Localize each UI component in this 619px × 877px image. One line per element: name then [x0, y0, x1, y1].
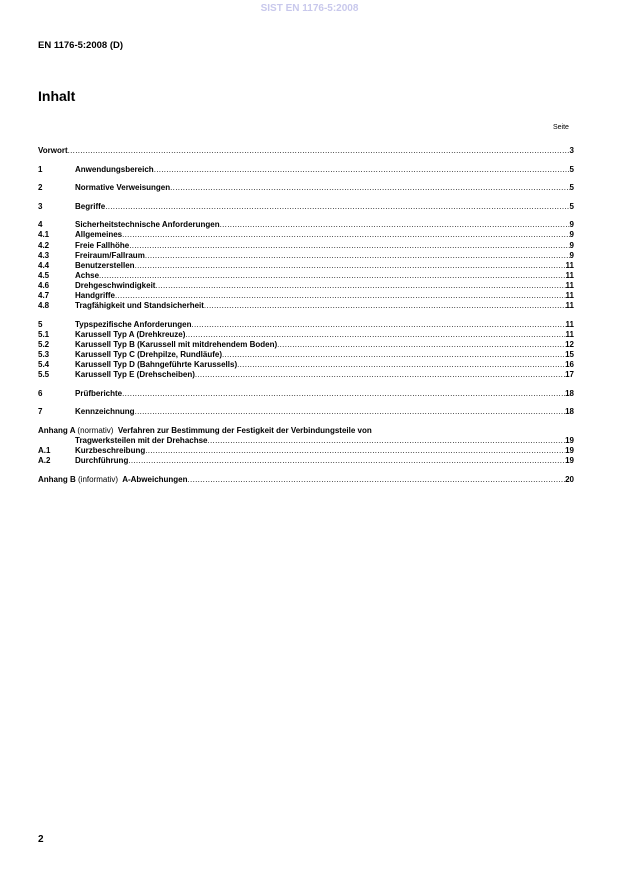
toc-title: Karussell Typ A (Drehkreuze) — [75, 329, 186, 339]
toc-page: 9 — [569, 230, 574, 240]
toc-number: 4.4 — [38, 260, 50, 270]
toc-entry[interactable] — [38, 360, 574, 370]
toc-title: Karussell Typ B (Karussell mit mitdrehendem Boden) — [75, 339, 278, 349]
toc-number: 5.1 — [38, 329, 50, 339]
leader-dots — [191, 320, 565, 330]
toc-page: 17 — [565, 370, 574, 380]
leader-dots — [135, 261, 566, 271]
toc-number: 5.3 — [38, 350, 50, 359]
toc-entry[interactable] — [38, 230, 574, 240]
toc-title: Handgriffe — [75, 291, 115, 301]
toc-title: Freiraum/Fallraum — [75, 250, 145, 260]
toc-entry[interactable] — [38, 389, 574, 399]
toc-number: 5.5 — [38, 370, 50, 380]
toc-title: Benutzerstellen — [75, 260, 135, 270]
toc-number: 3 — [38, 201, 43, 211]
leader-dots — [122, 389, 565, 399]
toc-number: 2 — [38, 183, 43, 193]
toc-entry[interactable] — [38, 241, 574, 251]
toc-title: Kennzeichnung — [75, 407, 135, 417]
toc-page: 11 — [565, 301, 574, 311]
toc-entry[interactable] — [38, 370, 574, 380]
toc-number: 4.5 — [38, 270, 50, 280]
toc-title: Karussell Typ D (Bahngeführte Karussells) — [75, 360, 238, 370]
leader-dots — [237, 360, 565, 370]
annex-title-cont: Tragwerksteilen mit der Drehachse — [75, 436, 208, 446]
toc-page: 9 — [569, 240, 574, 250]
toc-entry[interactable] — [38, 165, 574, 175]
page-number: 2 — [38, 834, 44, 845]
toc-number: 4.7 — [38, 291, 50, 301]
toc-entry[interactable] — [38, 350, 574, 360]
annex-title: A-Abweichungen — [122, 474, 188, 484]
toc-number: 6 — [38, 388, 43, 398]
toc-page: 15 — [565, 350, 574, 359]
toc-entry[interactable] — [38, 340, 574, 350]
annex-type: (informativ) — [78, 474, 119, 484]
leader-dots — [185, 330, 565, 340]
leader-dots — [208, 436, 566, 446]
leader-dots — [154, 165, 570, 175]
toc-page: 11 — [565, 291, 574, 301]
toc-page: 11 — [565, 260, 574, 270]
toc-number: 4.6 — [38, 280, 50, 290]
watermark: SIST EN 1176-5:2008 — [260, 3, 359, 14]
toc-title: Achse — [75, 270, 100, 280]
leader-dots — [68, 146, 570, 156]
toc-title: Drehgeschwindigkeit — [75, 280, 156, 290]
toc-page: 18 — [565, 407, 574, 417]
toc-number: 5.4 — [38, 360, 50, 370]
leader-dots — [220, 220, 570, 230]
toc-page: 16 — [565, 360, 574, 370]
document-id: EN 1176-5:2008 (D) — [38, 40, 124, 51]
leader-dots — [128, 456, 565, 466]
toc-number: 7 — [38, 407, 43, 417]
leader-dots — [145, 251, 570, 261]
toc-title: Prüfberichte — [75, 388, 123, 398]
leader-dots — [135, 407, 566, 417]
toc-page: 5 — [569, 183, 574, 193]
toc-entry-annex-b[interactable] — [38, 475, 574, 485]
page-column-label: Seite — [553, 124, 569, 131]
annex-label: Anhang B — [38, 474, 76, 484]
toc-entry[interactable] — [38, 220, 574, 230]
toc-title: Tragfähigkeit und Standsicherheit — [75, 301, 204, 311]
toc-title: Karussell Typ E (Drehscheiben) — [75, 370, 195, 380]
toc-title: Normative Verweisungen — [75, 183, 171, 193]
leader-dots — [115, 291, 566, 301]
toc-title: Durchführung — [75, 456, 129, 466]
toc-page: 11 — [565, 329, 574, 339]
toc-title: Typspezifische Anforderungen — [75, 319, 192, 329]
toc-entry-annex-a[interactable] — [38, 426, 574, 436]
toc-entry[interactable] — [38, 446, 574, 456]
leader-dots — [105, 202, 569, 212]
toc-entry[interactable] — [38, 261, 574, 271]
toc-page: 11 — [565, 280, 574, 290]
toc-entry[interactable] — [38, 456, 574, 466]
toc-number: 4.3 — [38, 250, 50, 260]
toc-page: 5 — [569, 201, 574, 211]
leader-dots — [277, 340, 565, 350]
toc-entry[interactable] — [38, 251, 574, 261]
toc-title: Allgemeines — [75, 230, 123, 240]
toc-page: 18 — [565, 388, 574, 398]
toc-page: 20 — [565, 474, 574, 484]
leader-dots — [195, 370, 565, 380]
toc-page: 19 — [565, 436, 574, 446]
toc-entry[interactable] — [38, 146, 574, 156]
toc-page: 19 — [565, 446, 574, 456]
toc-entry[interactable] — [38, 281, 574, 291]
toc-number: A.2 — [38, 456, 51, 466]
toc-title: Karussell Typ C (Drehpilze, Rundläufe) — [75, 350, 222, 359]
toc-number: 5 — [38, 319, 43, 329]
leader-dots — [204, 301, 566, 311]
toc-page: 12 — [565, 339, 574, 349]
toc-page: 5 — [569, 164, 574, 174]
toc-number: 4.1 — [38, 230, 50, 240]
toc-title: Sicherheitstechnische Anforderungen — [75, 220, 220, 230]
toc-number: 1 — [38, 164, 43, 174]
leader-dots — [129, 241, 569, 251]
toc-page: 11 — [565, 270, 574, 280]
annex-label: Anhang A — [38, 425, 76, 435]
toc-number: 4.2 — [38, 240, 50, 250]
toc-entry[interactable] — [38, 330, 574, 340]
annex-type: (normativ) — [77, 425, 114, 435]
toc-number: 4.8 — [38, 301, 50, 311]
leader-dots — [155, 281, 565, 291]
leader-dots — [122, 230, 569, 240]
annex-title: Verfahren zur Bestimmung der Festigkeit der Verbindungsteile von — [117, 425, 372, 435]
toc-page: 3 — [569, 146, 574, 155]
toc-entry[interactable] — [38, 202, 574, 212]
toc-entry[interactable] — [38, 301, 574, 311]
toc-entry[interactable] — [38, 320, 574, 330]
toc-title: Kurzbeschreibung — [75, 446, 146, 456]
toc-entry[interactable] — [38, 291, 574, 301]
leader-dots — [145, 446, 565, 456]
toc-number: A.1 — [38, 446, 51, 456]
table-of-contents — [38, 146, 574, 485]
page-title: Inhalt — [38, 88, 76, 104]
toc-page: 9 — [569, 250, 574, 260]
leader-dots — [99, 271, 566, 281]
toc-title: Anwendungsbereich — [75, 164, 154, 174]
leader-dots — [170, 183, 569, 193]
toc-page: 11 — [565, 319, 574, 329]
leader-dots — [222, 350, 565, 360]
toc-page: 9 — [569, 220, 574, 230]
toc-title: Begriffe — [75, 201, 106, 211]
toc-number: 5.2 — [38, 339, 50, 349]
toc-entry[interactable] — [38, 183, 574, 193]
leader-dots — [188, 475, 566, 485]
toc-number: 4 — [38, 220, 43, 230]
toc-entry[interactable] — [38, 271, 574, 281]
toc-title: Freie Fallhöhe — [75, 240, 130, 250]
toc-page: 19 — [565, 456, 574, 466]
toc-title: Vorwort — [38, 146, 68, 155]
toc-entry-annex-a-cont[interactable] — [38, 436, 574, 446]
toc-entry[interactable] — [38, 407, 574, 417]
